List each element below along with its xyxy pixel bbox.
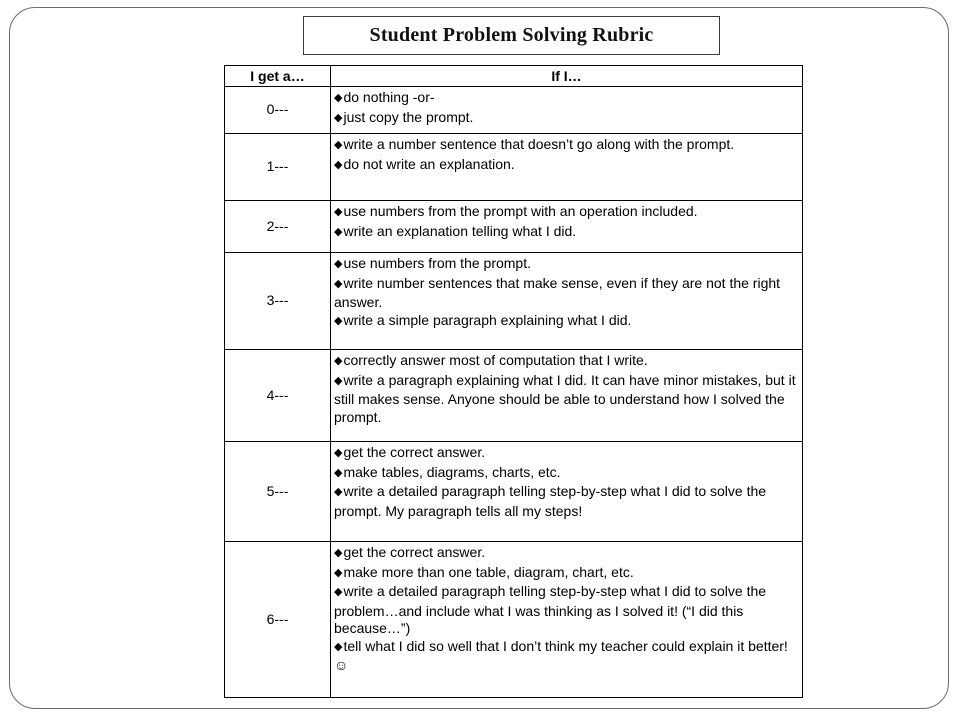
criteria-cell	[331, 542, 803, 698]
score-cell: 2---	[225, 201, 331, 253]
diamond-bullet-icon: ◆	[334, 466, 343, 479]
rubric-title: Student Problem Solving Rubric	[303, 16, 720, 55]
score-cell: 5---	[225, 442, 331, 542]
diamond-bullet-icon: ◆	[334, 547, 343, 559]
list-item: ◆make tables, diagrams, charts, etc.	[334, 463, 561, 480]
diamond-bullet-icon: ◆	[334, 486, 343, 498]
list-item: ◆write a number sentence that doesn’t go along with the prompt.	[334, 136, 735, 152]
diamond-bullet-icon: ◆	[334, 374, 343, 387]
criteria-cell	[331, 253, 803, 350]
diamond-bullet-icon: ◆	[334, 225, 343, 238]
criteria-cell	[331, 350, 803, 442]
list-item: ◆get the correct answer.	[334, 544, 486, 560]
list-item: ◆write a detailed paragraph telling step-by-step what I did to solve the problem…and include what I was thinking as I solved it! (“I did this because…”)	[334, 583, 767, 636]
list-item: ◆use numbers from the prompt with an operation included.	[334, 203, 698, 219]
criteria-cell	[331, 134, 803, 201]
diamond-bullet-icon: ◆	[334, 139, 343, 151]
criteria-cell	[331, 87, 803, 134]
list-item: ◆just copy the prompt.	[334, 108, 474, 125]
header-criteria: If I…	[331, 66, 803, 87]
list-item: ◆write a simple paragraph explaining what I did.	[334, 311, 632, 328]
diamond-bullet-icon: ◆	[334, 258, 343, 270]
list-item: ◆do nothing -or-	[334, 89, 435, 105]
list-item: ◆make more than one table, diagram, chart, etc.	[334, 563, 634, 580]
diamond-bullet-icon: ◆	[334, 206, 343, 218]
score-cell: 4---	[225, 350, 331, 442]
criteria-cell	[331, 442, 803, 542]
diamond-bullet-icon: ◆	[334, 158, 343, 171]
diamond-bullet-icon: ◆	[334, 586, 343, 598]
list-item: ◆tell what I did so well that I don’t think my teacher could explain it better! ☺	[334, 637, 788, 673]
score-cell: 3---	[225, 253, 331, 350]
score-cell: 0---	[225, 87, 331, 134]
header-score: I get a…	[225, 66, 331, 87]
table-row	[225, 350, 803, 442]
list-item: ◆write a detailed paragraph telling step-by-step what I did to solve the prompt. My paragraph tells all my steps!	[334, 483, 767, 519]
score-cell: 6---	[225, 542, 331, 698]
table-row	[225, 253, 803, 350]
diamond-bullet-icon: ◆	[334, 314, 343, 327]
diamond-bullet-icon: ◆	[334, 111, 343, 124]
list-item: ◆write number sentences that make sense, even if they are not the right answer.	[334, 274, 781, 310]
list-item: ◆correctly answer most of computation that I write.	[334, 352, 648, 368]
diamond-bullet-icon: ◆	[334, 447, 343, 459]
list-item: ◆use numbers from the prompt.	[334, 255, 531, 271]
table-row	[225, 87, 803, 134]
list-item: ◆write a paragraph explaining what I did. It can have minor mistakes, but it still makes sense. Anyone should be able to understand how I solved the prompt.	[334, 371, 796, 425]
diamond-bullet-icon: ◆	[334, 355, 343, 367]
diamond-bullet-icon: ◆	[334, 566, 343, 579]
table-header-row	[225, 66, 803, 87]
diamond-bullet-icon: ◆	[334, 640, 343, 653]
table-row	[225, 201, 803, 253]
criteria-cell	[331, 201, 803, 253]
list-item: ◆do not write an explanation.	[334, 155, 515, 172]
table-row	[225, 442, 803, 542]
diamond-bullet-icon: ◆	[334, 277, 343, 290]
table-row	[225, 134, 803, 201]
list-item: ◆write an explanation telling what I did.	[334, 222, 577, 239]
table-row	[225, 542, 803, 698]
score-cell: 1---	[225, 134, 331, 201]
rubric-table	[224, 65, 803, 698]
list-item: ◆get the correct answer.	[334, 444, 486, 460]
diamond-bullet-icon: ◆	[334, 92, 343, 104]
